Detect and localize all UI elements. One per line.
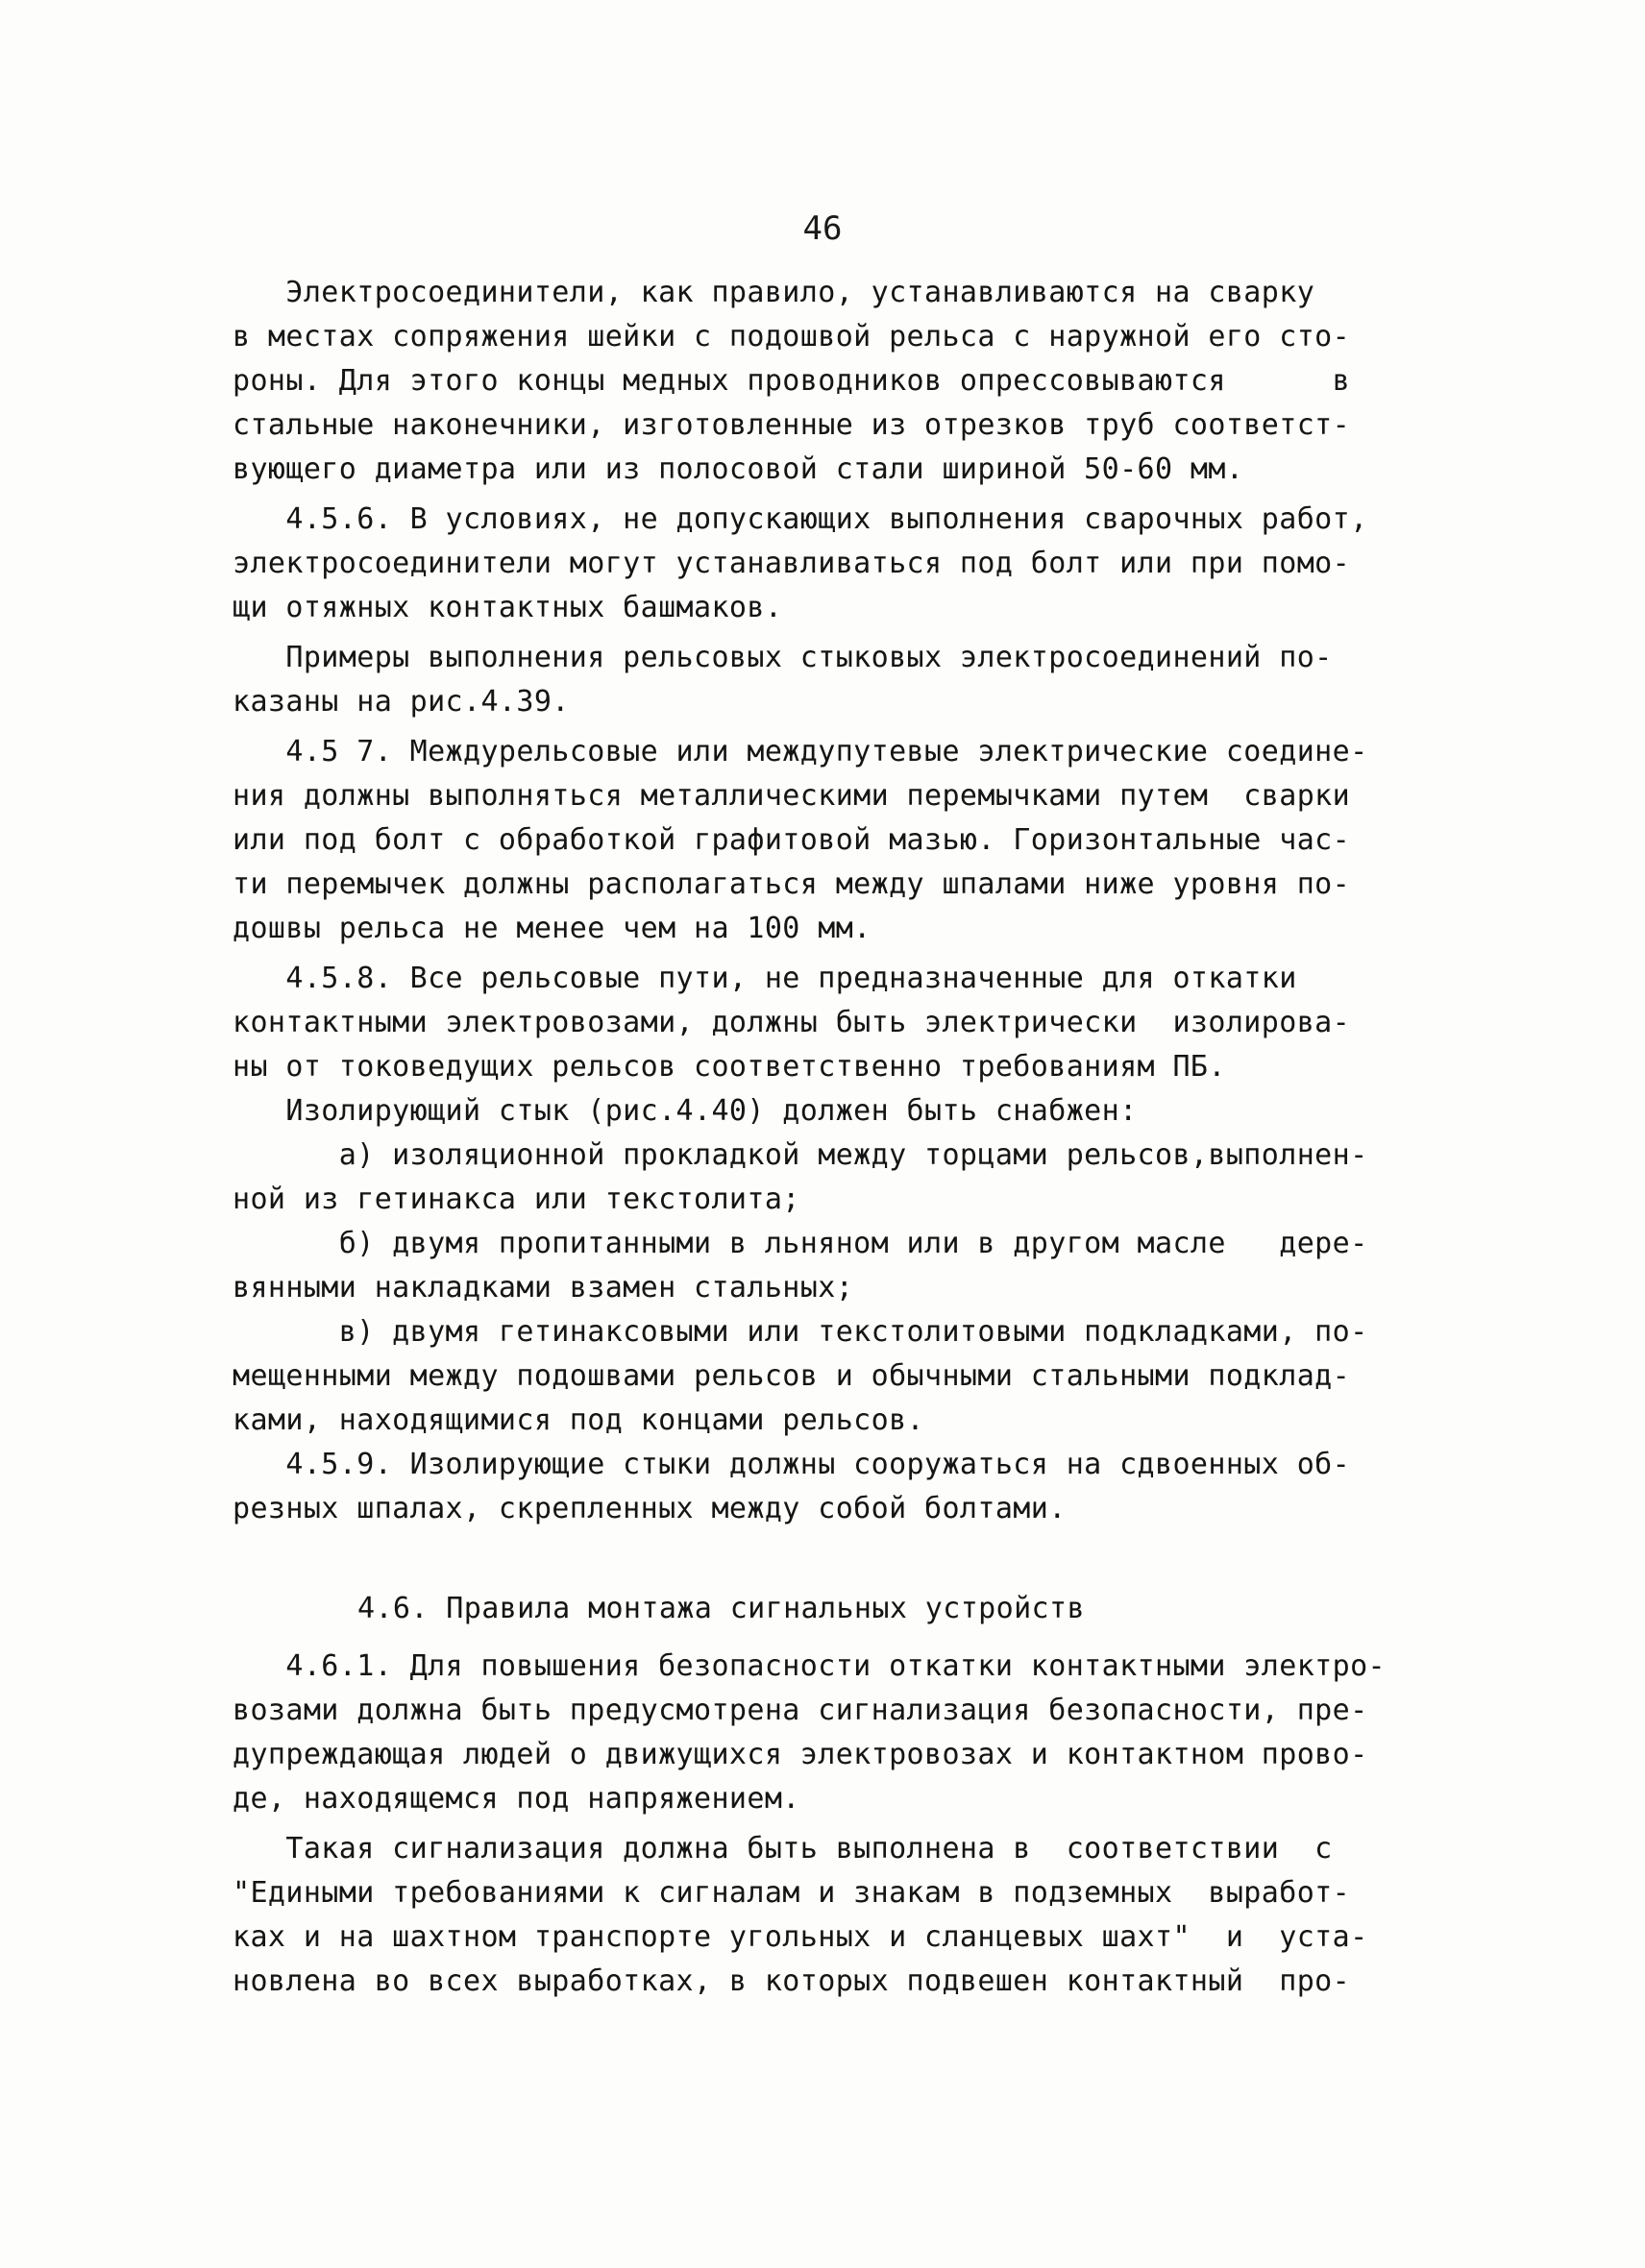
section-heading: 4.6. Правила монтажа сигнальных устройств [357, 1592, 1085, 1625]
text-line: казаны на рис.4.39. [233, 685, 570, 719]
text-line: а) изоляционной прокладкой между торцами рельсов,выполнен- [233, 1138, 1368, 1172]
text-line: ния должны выполняться металлическими перемычками путем сварки [233, 779, 1351, 813]
text-line: в местах сопряжения шейки с подошвой рельса с наружной его сто- [233, 320, 1351, 354]
text-line: Такая сигнализация должна быть выполнена в соответствии с [233, 1832, 1333, 1866]
text-line: ти перемычек должны располагаться между шпалами ниже уровня по- [233, 867, 1351, 901]
page-number: 46 [802, 209, 843, 248]
text-line: 4.5.6. В условиях, не допускающих выполнения сварочных работ, [233, 502, 1368, 536]
text-line: щи отяжных контактных башмаков. [233, 591, 783, 624]
text-line: вянными накладками взамен стальных; [233, 1271, 854, 1305]
text-line: или под болт с обработкой графитовой мазью. Горизонтальные час- [233, 823, 1351, 857]
text-line: новлена во всех выработках, в которых подвешен контактный про- [233, 1964, 1351, 1998]
text-line: 4.5 7. Междурельсовые или междупутевые электрические соедине- [233, 735, 1368, 768]
text-line: де, находящемся под напряжением. [233, 1782, 800, 1816]
text-line: дупреждающая людей о движущихся электровозах и контактном прово- [233, 1738, 1368, 1771]
text-line: дошвы рельса не менее чем на 100 мм. [233, 912, 872, 945]
text-line: 4.5.9. Изолирующие стыки должны сооружаться на сдвоенных об- [233, 1448, 1351, 1481]
text-line: ны от токоведущих рельсов соответственно требованиям ПБ. [233, 1050, 1226, 1084]
text-line: мещенными между подошвами рельсов и обычными стальными подклад- [233, 1359, 1351, 1393]
text-line: электросоединители могут устанавливаться под болт или при помо- [233, 547, 1351, 580]
text-line: 4.5.8. Все рельсовые пути, не предназначенные для откатки [233, 962, 1297, 995]
text-line: ках и на шахтном транспорте угольных и сланцевых шахт" и уста- [233, 1920, 1368, 1954]
text-line: Примеры выполнения рельсовых стыковых электросоединений по- [233, 641, 1333, 674]
text-line: ками, находящимися под концами рельсов. [233, 1403, 924, 1437]
text-line: возами должна быть предусмотрена сигнализация безопасности, пре- [233, 1694, 1368, 1727]
text-line: резных шпалах, скрепленных между собой болтами. [233, 1492, 1067, 1525]
text-line: б) двумя пропитанными в льняном или в другом масле дере- [233, 1227, 1368, 1260]
text-line: Электросоединители, как правило, устанавливаются на сварку [233, 276, 1315, 309]
text-line: ной из гетинакса или текстолита; [233, 1183, 800, 1216]
text-line: роны. Для этого концы медных проводников опрессовываются в [233, 364, 1351, 398]
body-text [233, 271, 1414, 2004]
text-line: в) двумя гетинаксовыми или текстолитовыми подкладками, по- [233, 1315, 1368, 1349]
text-line: вующего диаметра или из полосовой стали шириной 50-60 мм. [233, 452, 1244, 486]
text-line: контактными электровозами, должны быть электрически изолирова- [233, 1006, 1351, 1039]
text-line: стальные наконечники, изготовленные из отрезков труб соответст- [233, 408, 1351, 442]
text-line: "Едиными требованиями к сигналам и знакам в подземных выработ- [233, 1876, 1351, 1910]
text-line: Изолирующий стык (рис.4.40) должен быть снабжен: [233, 1094, 1138, 1128]
text-line: 4.6.1. Для повышения безопасности откатки контактными электро- [233, 1649, 1386, 1683]
